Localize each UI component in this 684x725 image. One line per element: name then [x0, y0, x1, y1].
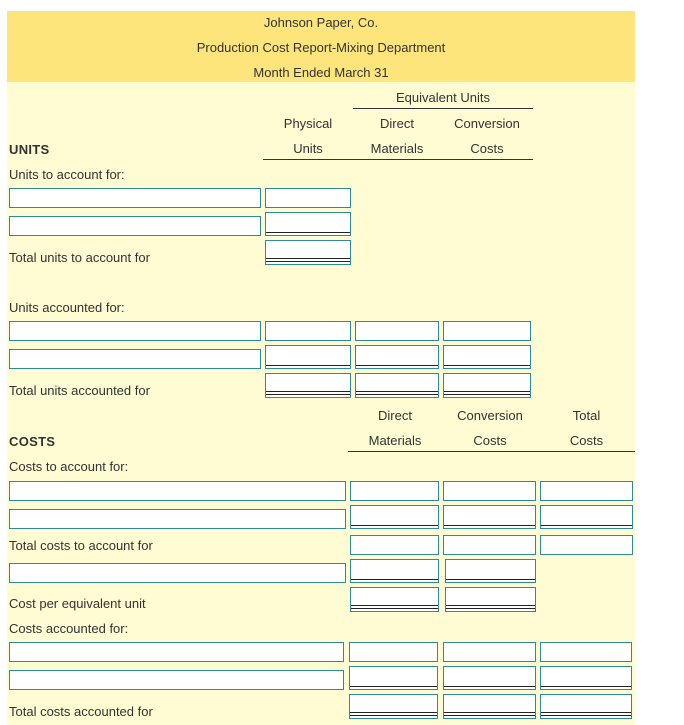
costs-accounted-row2-description-input[interactable]	[9, 670, 344, 690]
physical-units-header-2: Units	[293, 141, 323, 156]
total-costs-accounted-for-label: Total costs accounted for	[9, 704, 153, 719]
costs-column-header-rule	[348, 451, 635, 452]
units-accounted-row1-description-input[interactable]	[9, 321, 261, 341]
units-to-account-row1-description-input[interactable]	[9, 188, 261, 208]
costs-to-account-row1-conversion-input[interactable]	[443, 481, 536, 501]
total-costs-accounted-total-input[interactable]	[540, 694, 632, 719]
total-units-to-account-physical-input[interactable]	[265, 240, 351, 265]
total-costs-to-account-conversion-input[interactable]	[443, 535, 536, 555]
units-accounted-row1-materials-input[interactable]	[355, 321, 439, 341]
units-direct-materials-header-2: Materials	[370, 141, 424, 156]
equivalent-units-header: Equivalent Units	[396, 90, 490, 105]
costs-accounted-for-label: Costs accounted for:	[9, 621, 129, 636]
costs-accounted-row1-description-input[interactable]	[9, 642, 344, 662]
units-to-account-for-label: Units to account for:	[9, 167, 125, 182]
units-accounted-for-label: Units accounted for:	[9, 300, 125, 315]
units-column-header-rule	[263, 159, 533, 160]
units-conversion-costs-header-2: Costs	[470, 141, 504, 156]
costs-accounted-row1-total-input[interactable]	[540, 642, 632, 662]
total-costs-to-account-for-label: Total costs to account for	[9, 538, 153, 553]
total-costs-header-2: Costs	[569, 433, 604, 448]
total-costs-header-1: Total	[572, 408, 601, 423]
costs-to-account-row2-conversion-input[interactable]	[443, 505, 536, 529]
costs-to-account-row1-total-input[interactable]	[540, 481, 633, 501]
costs-to-account-row1-materials-input[interactable]	[350, 481, 439, 501]
units-accounted-row2-materials-input[interactable]	[355, 345, 439, 369]
units-section-title: UNITS	[9, 142, 50, 157]
cost-per-unit-row-conversion-input[interactable]	[445, 559, 536, 583]
cost-per-unit-description-input[interactable]	[9, 563, 346, 583]
units-accounted-row2-conversion-input[interactable]	[443, 345, 531, 369]
costs-accounted-row2-total-input[interactable]	[540, 666, 632, 690]
equivalent-units-rule	[353, 108, 533, 109]
company-name: Johnson Paper, Co.	[263, 15, 379, 30]
total-costs-to-account-total-input[interactable]	[540, 535, 633, 555]
costs-direct-materials-header-1: Direct	[378, 408, 412, 423]
costs-to-account-row2-description-input[interactable]	[9, 509, 346, 529]
total-costs-accounted-materials-input[interactable]	[349, 694, 438, 719]
costs-conversion-costs-header-1: Conversion	[457, 408, 523, 423]
cost-per-equivalent-unit-conversion-input[interactable]	[445, 587, 536, 612]
costs-accounted-row1-materials-input[interactable]	[349, 642, 438, 662]
units-accounted-row1-physical-input[interactable]	[265, 321, 351, 341]
total-costs-to-account-materials-input[interactable]	[350, 535, 439, 555]
report-title: Production Cost Report-Mixing Department	[196, 40, 446, 55]
total-costs-accounted-conversion-input[interactable]	[443, 694, 536, 719]
costs-accounted-row2-materials-input[interactable]	[349, 666, 438, 690]
total-units-to-account-for-label: Total units to account for	[9, 250, 150, 265]
cost-per-equivalent-unit-materials-input[interactable]	[350, 587, 439, 612]
total-units-accounted-materials-input[interactable]	[355, 373, 439, 398]
costs-conversion-costs-header-2: Costs	[473, 433, 507, 448]
total-units-accounted-for-label: Total units accounted for	[9, 383, 150, 398]
units-accounted-row2-description-input[interactable]	[9, 349, 261, 369]
units-conversion-costs-header-1: Conversion	[454, 116, 520, 131]
costs-to-account-row2-materials-input[interactable]	[350, 505, 439, 529]
total-units-accounted-physical-input[interactable]	[265, 373, 351, 398]
costs-to-account-for-label: Costs to account for:	[9, 459, 129, 474]
units-to-account-row2-physical-input[interactable]	[265, 212, 351, 236]
costs-accounted-row1-conversion-input[interactable]	[443, 642, 536, 662]
costs-direct-materials-header-2: Materials	[368, 433, 422, 448]
cost-per-unit-row-materials-input[interactable]	[350, 559, 439, 583]
units-to-account-row1-physical-input[interactable]	[265, 188, 351, 208]
units-to-account-row2-description-input[interactable]	[9, 216, 261, 236]
physical-units-header-1: Physical	[283, 116, 333, 131]
units-accounted-row2-physical-input[interactable]	[265, 345, 351, 369]
costs-to-account-row1-description-input[interactable]	[9, 481, 346, 501]
report-period: Month Ended March 31	[253, 65, 389, 80]
total-units-accounted-conversion-input[interactable]	[443, 373, 531, 398]
costs-to-account-row2-total-input[interactable]	[540, 505, 633, 529]
costs-accounted-row2-conversion-input[interactable]	[443, 666, 536, 690]
units-accounted-row1-conversion-input[interactable]	[443, 321, 531, 341]
units-direct-materials-header-1: Direct	[380, 116, 414, 131]
cost-per-equivalent-unit-label: Cost per equivalent unit	[9, 596, 146, 611]
costs-section-title: COSTS	[9, 434, 56, 449]
